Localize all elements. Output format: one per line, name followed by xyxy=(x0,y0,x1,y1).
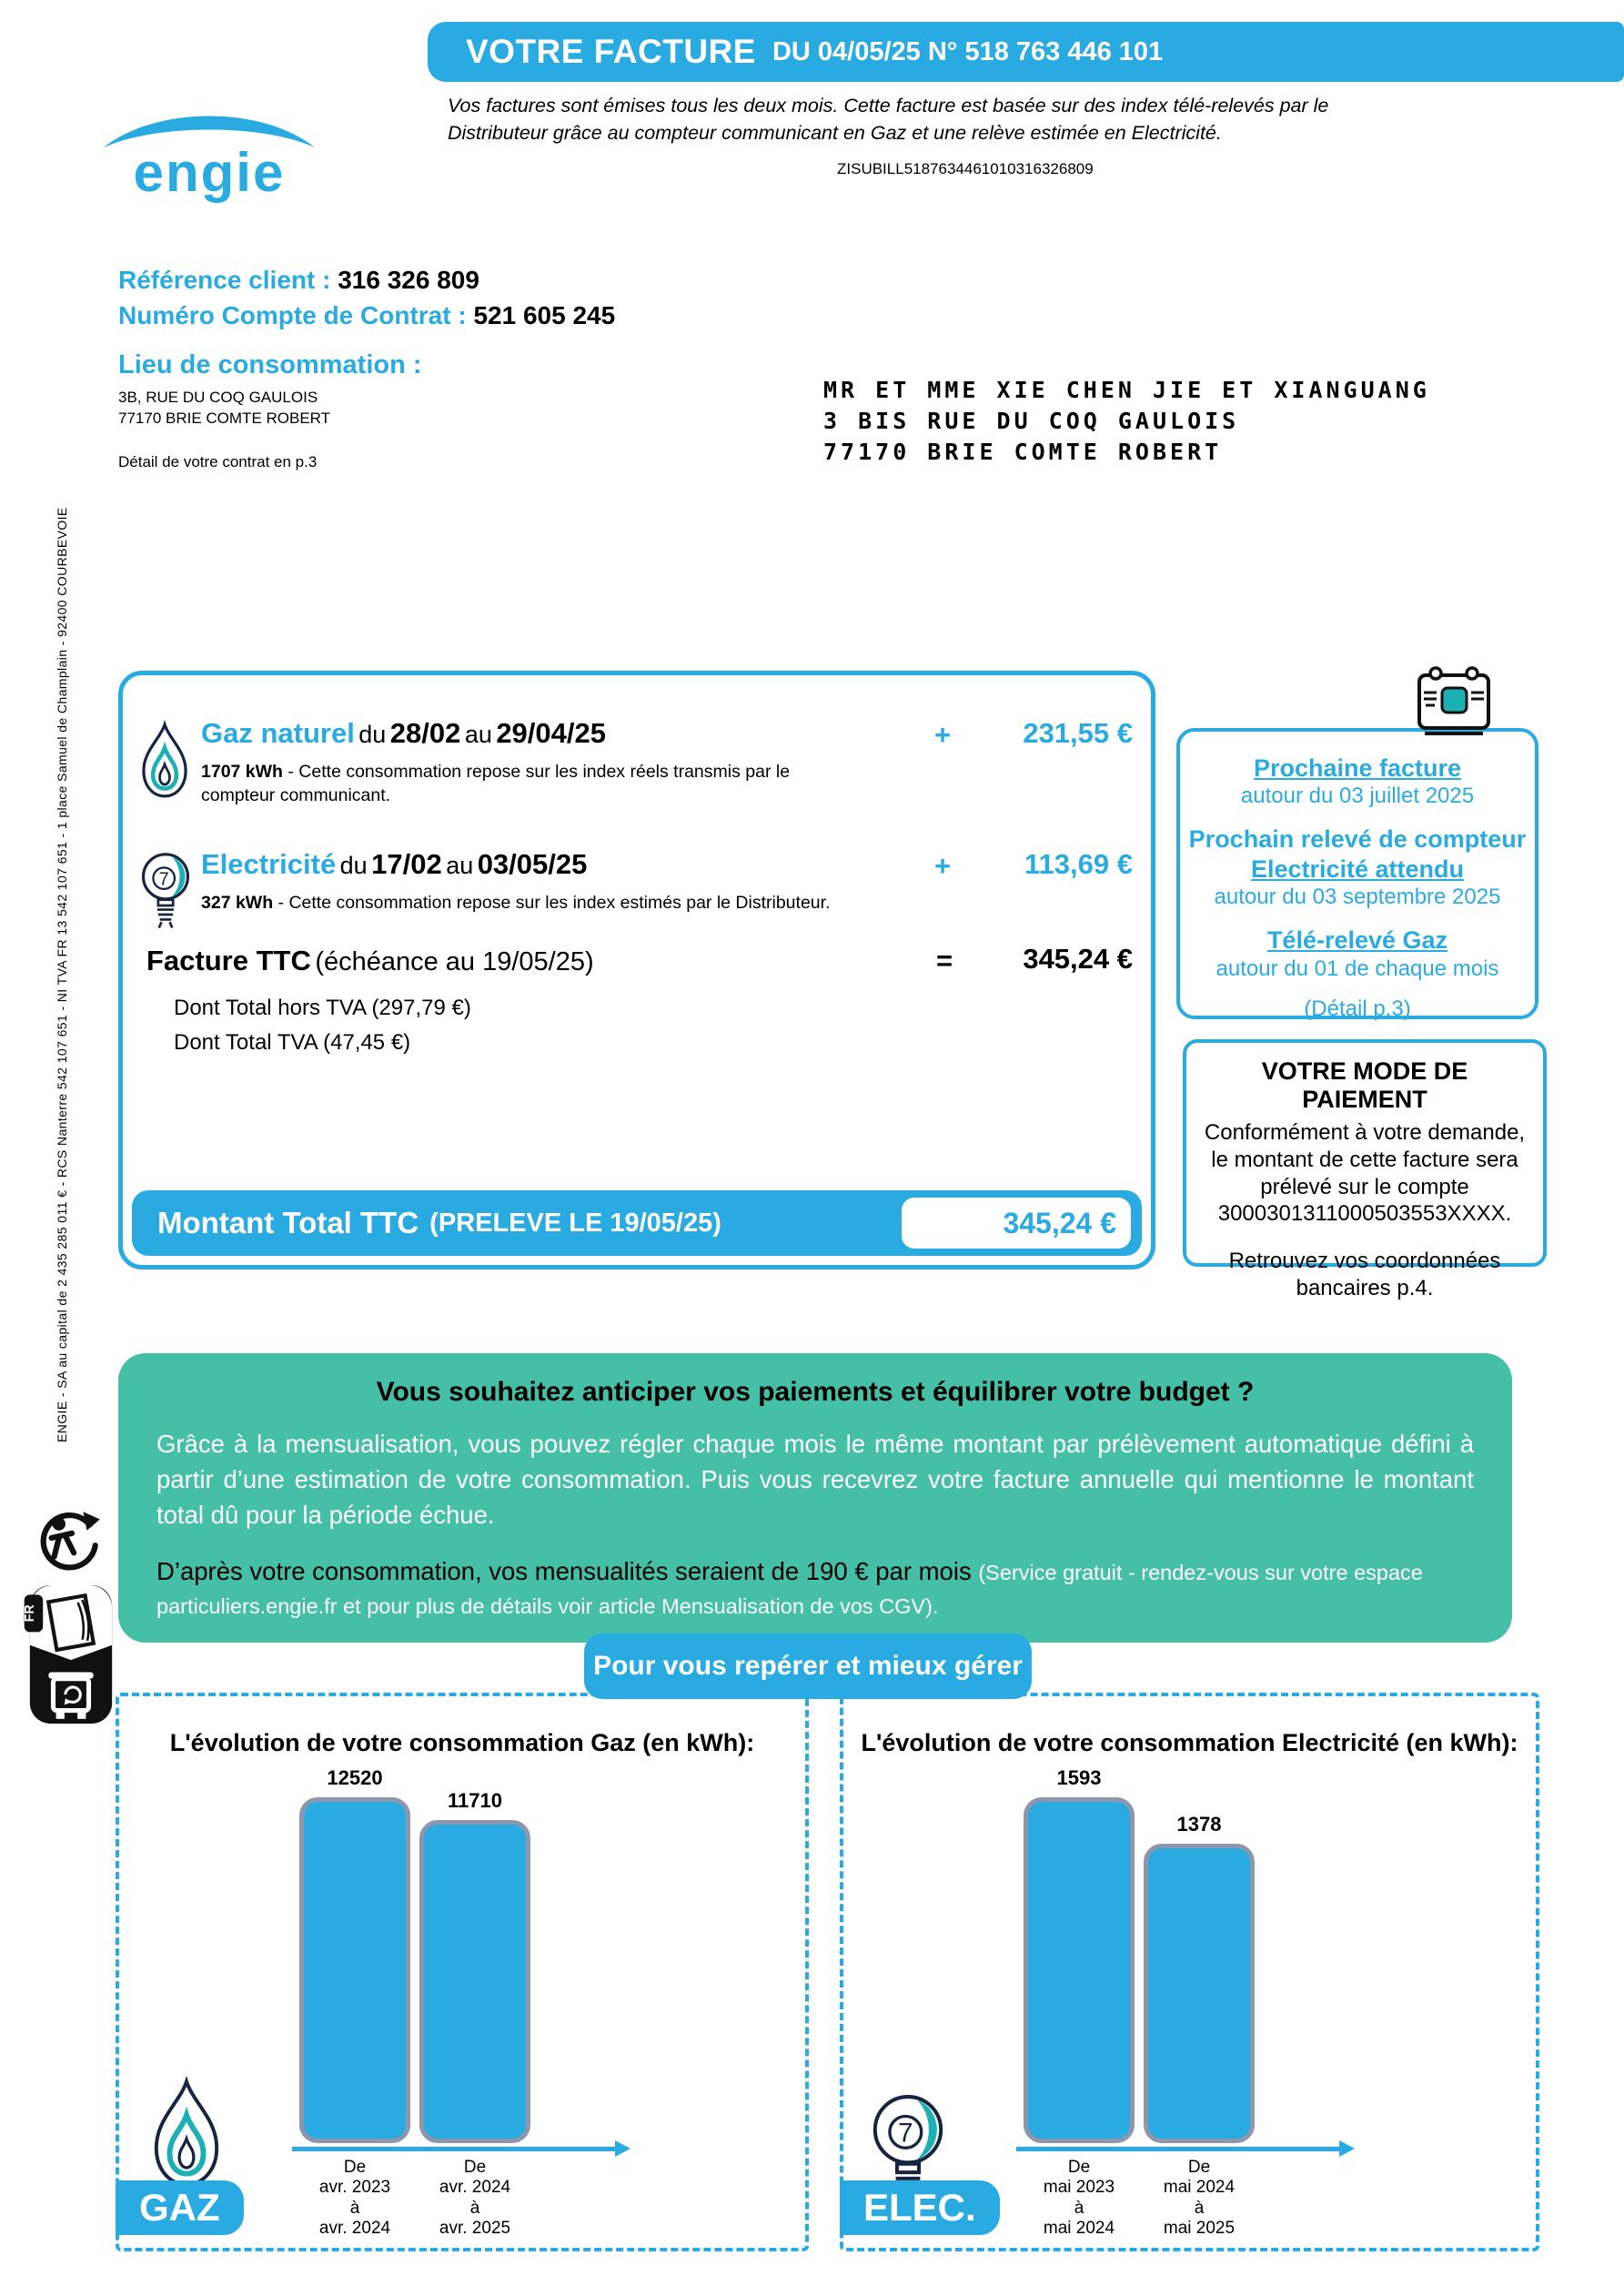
billing-reference-code: ZISUBILL5187634461010316326809 xyxy=(837,160,1094,177)
flame-icon xyxy=(145,2077,228,2195)
contract-account-label: Numéro Compte de Contrat : xyxy=(118,301,467,329)
equals-sign: = xyxy=(936,945,953,976)
payment-method-title: VOTRE MODE DE PAIEMENT xyxy=(1261,1057,1468,1113)
invoice-total-amount: 345,24 € xyxy=(1023,943,1133,975)
gas-amount: 231,55 € xyxy=(1023,717,1133,749)
gas-bar xyxy=(419,1820,530,2143)
budget-title: Vous souhaitez anticiper vos paiements et équilibrer votre budget ? xyxy=(376,1377,1255,1407)
elec-x-axis-arrow xyxy=(1016,2147,1340,2151)
elec-bar-value: 1593 xyxy=(1056,1766,1102,1789)
triman-recycle-icon xyxy=(31,1502,106,1582)
gas-x-axis-arrow xyxy=(292,2147,616,2151)
elec-bar-period-label xyxy=(1024,2158,1135,2240)
label-line: à xyxy=(1194,2198,1205,2218)
gas-chart-title: L'évolution de votre consommation Gaz (en kWh): xyxy=(169,1729,755,1756)
elec-du: du xyxy=(339,852,368,879)
gas-bar-group xyxy=(419,1789,530,2143)
recipient-city: 77170 BRIE COMTE ROBERT xyxy=(823,438,1223,465)
elec-bar xyxy=(1144,1844,1255,2143)
location-address-line: 3B, RUE DU COQ GAULOIS xyxy=(118,389,318,406)
elec-period-end: 03/05/25 xyxy=(477,848,588,880)
gas-bar-group xyxy=(299,1766,410,2143)
elec-desc: - Cette consommation repose sur les index estimés par le Distributeur. xyxy=(277,893,831,913)
payment-method-box xyxy=(1183,1039,1547,1300)
intro-line: Vos factures sont émises tous les deux mois. Cette facture est basée sur des index télé-relevés par le xyxy=(448,95,1329,116)
label-line: à xyxy=(349,2198,360,2218)
banner-debit-date: (PRELEVE LE 19/05/25) xyxy=(429,1208,721,1238)
invoice-summary-box xyxy=(118,671,1155,1269)
elec-consumption-chart-panel xyxy=(840,1693,1539,2251)
svg-text:7: 7 xyxy=(158,869,169,890)
label-line: avr. 2024 xyxy=(439,2178,511,2198)
banner-label: Montant Total TTC xyxy=(157,1206,419,1239)
total-amount-banner xyxy=(132,1190,1142,1256)
gas-bar-period-label xyxy=(299,2158,410,2240)
client-reference-label: Référence client : xyxy=(118,266,331,294)
invoice-due-date: (échéance au 19/05/25) xyxy=(315,947,594,976)
electricity-line xyxy=(201,848,587,881)
budget-monthly-amount-text: D’après votre consommation, vos mensualités seraient de 190 € par mois xyxy=(156,1557,972,1586)
gas-period-end: 29/04/25 xyxy=(496,717,606,749)
engie-logo xyxy=(98,98,320,206)
gas-au: au xyxy=(464,721,492,748)
label-line: avr. 2023 xyxy=(318,2178,391,2198)
label-line: à xyxy=(1074,2198,1084,2218)
calendar-icon xyxy=(1412,664,1496,741)
invoice-total-label: Facture TTC xyxy=(146,945,311,976)
contract-account xyxy=(118,301,615,330)
elec-bar-value: 1378 xyxy=(1176,1813,1222,1836)
gas-period-start: 28/02 xyxy=(389,717,461,749)
client-reference xyxy=(118,266,615,295)
gas-bar-period-label xyxy=(419,2158,530,2240)
client-info xyxy=(118,266,615,471)
elec-period-start: 17/02 xyxy=(371,848,442,880)
elec-chart-title: L'évolution de votre consommation Electricité (en kWh): xyxy=(861,1729,1518,1756)
next-invoice-date: autour du 03 juillet 2025 xyxy=(1240,784,1475,809)
next-invoice-box xyxy=(1176,728,1538,1019)
recipient-address xyxy=(823,375,1430,467)
label-line: De xyxy=(1187,2158,1211,2177)
elec-kwh: 327 kWh xyxy=(201,893,274,913)
intro-text xyxy=(448,93,1467,147)
gas-bar-value: 11710 xyxy=(448,1789,502,1812)
total-vat: Dont Total TVA (47,45 €) xyxy=(174,1030,411,1055)
logo-wordmark: engie xyxy=(133,142,286,203)
elec-bar-group xyxy=(1144,1813,1255,2143)
budget-paragraph: Grâce à la mensualisation, vous pouvez régler chaque mois le même montant par prélèvement automatique défini à partir d’une estimation de votre consommation. Puis vous recevrez votre facture annuelle qui mentionne le montant total dû pour la période échue. xyxy=(156,1430,1474,1530)
gas-plus-sign: + xyxy=(934,719,952,751)
paper-sorting-bin-icon xyxy=(24,1583,118,1730)
svg-text:FR: FR xyxy=(24,1604,37,1623)
elec-amount: 113,69 € xyxy=(1024,848,1133,880)
elec-bar xyxy=(1024,1797,1135,2143)
flame-icon xyxy=(136,719,194,807)
page-title: VOTRE FACTURE xyxy=(466,33,756,70)
invoice-total-line xyxy=(146,945,594,977)
header-band xyxy=(428,22,1624,82)
elec-plus-sign: + xyxy=(934,850,952,882)
gas-line xyxy=(201,717,606,750)
legal-vertical-text: ENGIE - SA au capital de 2 435 285 011 € - RCS Nanterre 542 107 651 - NI TVA FR 13 542 107 651 - 1 place Samuel de Champlain - 92400 COURBEVOIE xyxy=(55,507,69,1442)
recipient-name: MR ET MME XIE CHEN JIE ET XIANGUANG xyxy=(823,377,1430,403)
intro-line: Distributeur grâce au compteur communicant en Gaz et une relève estimée en Electricité. xyxy=(448,121,1222,144)
gas-kwh: 1707 kWh xyxy=(201,762,283,782)
label-line: mai 2024 xyxy=(1043,2219,1115,2239)
gas-remote-reading-date: autour du 01 de chaque mois xyxy=(1215,956,1499,981)
total-excl-vat: Dont Total hors TVA (297,79 €) xyxy=(174,996,471,1020)
label-line: De xyxy=(463,2158,487,2177)
budget-promo-box xyxy=(118,1353,1512,1643)
label-line: mai 2025 xyxy=(1163,2219,1236,2239)
bulb-icon xyxy=(139,843,192,938)
recipient-street: 3 BIS RUE DU COQ GAULOIS xyxy=(823,407,1240,434)
budget-service-note: (Service gratuit - rendez-vous sur votre espace particuliers.engie.fr et pour plus de détails voir article Mensualisation de vos CGV). xyxy=(156,1561,1423,1619)
elec-consumption-note xyxy=(201,892,865,915)
contract-account-value: 521 605 245 xyxy=(473,301,616,329)
next-meter-reading-title2: Electricité attendu xyxy=(1250,855,1465,883)
budget-monthly-line xyxy=(156,1554,1474,1622)
gas-du: du xyxy=(358,721,387,748)
label-line: mai 2023 xyxy=(1043,2178,1115,2198)
tracker-banner: Pour vous repérer et mieux gérer xyxy=(584,1633,1032,1699)
payment-method-body: Conformément à votre demande, le montant de cette facture sera prélevé sur le compte 3000301311000503553XXXX. xyxy=(1204,1120,1526,1227)
gas-consumption-note xyxy=(201,761,829,807)
schedule-detail-note: (Détail p.3) xyxy=(1304,996,1411,1021)
gas-desc: - Cette consommation repose sur les index réels transmis par le compteur communicant. xyxy=(201,762,791,805)
label-line: à xyxy=(469,2198,480,2218)
label-line: avr. 2024 xyxy=(318,2219,391,2239)
next-meter-reading-date: autour du 03 septembre 2025 xyxy=(1214,885,1501,910)
contract-detail-note: Détail de votre contrat en p.3 xyxy=(118,452,318,470)
gas-remote-reading-title: Télé-relevé Gaz xyxy=(1266,926,1448,955)
client-reference-value: 316 326 809 xyxy=(338,266,479,294)
gas-title: Gaz naturel xyxy=(201,717,355,749)
gas-consumption-chart-panel xyxy=(116,1693,809,2251)
svg-text:7: 7 xyxy=(898,2118,913,2149)
elec-au: au xyxy=(446,852,474,879)
next-meter-reading-title: Prochain relevé de compteur xyxy=(1188,825,1527,854)
gas-bar xyxy=(299,1797,410,2143)
gas-bar-value: 12520 xyxy=(327,1766,383,1789)
next-invoice-title: Prochaine facture xyxy=(1253,754,1462,782)
elec-bar-group xyxy=(1024,1766,1135,2143)
label-line: avr. 2025 xyxy=(439,2219,511,2239)
electricity-title: Electricité xyxy=(201,848,337,880)
location-address-line: 77170 BRIE COMTE ROBERT xyxy=(118,409,331,427)
payment-bank-note: Retrouvez vos coordonnées bancaires p.4. xyxy=(1228,1249,1501,1300)
invoice-number: DU 04/05/25 N° 518 763 446 101 xyxy=(772,36,1164,66)
elec-bar-period-label xyxy=(1144,2158,1255,2240)
consumption-location-label: Lieu de consommation : xyxy=(118,350,422,379)
elec-badge: ELEC. xyxy=(840,2180,1000,2235)
label-line: De xyxy=(343,2158,367,2177)
label-line: mai 2024 xyxy=(1163,2178,1236,2198)
banner-amount-pill: 345,24 € xyxy=(902,1198,1131,1249)
label-line: De xyxy=(1067,2158,1091,2177)
gas-badge: GAZ xyxy=(116,2180,244,2235)
